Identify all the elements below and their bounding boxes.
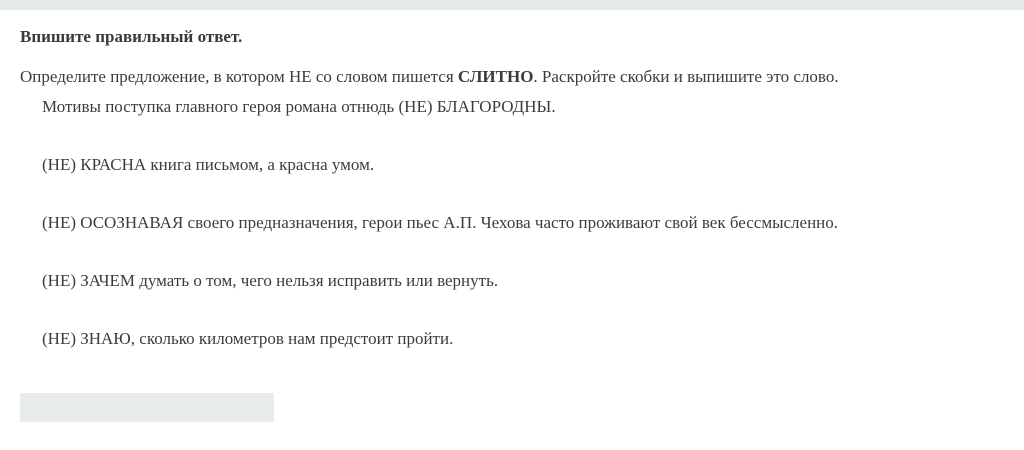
answer-input[interactable] <box>20 393 274 422</box>
top-bar <box>0 0 1024 10</box>
question-prefix: Определите предложение, в котором НЕ со словом пишется <box>20 67 458 86</box>
sentence-item: (НЕ) ОСОЗНАВАЯ своего предназначения, герои пьес А.П. Чехова часто проживают свой век бессмысленно. <box>42 213 839 232</box>
sentence-item: (НЕ) КРАСНА книга письмом, а красна умом. <box>42 155 375 174</box>
sentence-item: (НЕ) ЗНАЮ, сколько километров нам предстоит пройти. <box>42 329 454 348</box>
instruction-text: Впишите правильный ответ. <box>20 27 243 46</box>
question-container <box>20 24 1010 352</box>
question-text <box>20 64 1010 90</box>
question-suffix: . Раскройте скобки и выпишите это слово. <box>533 67 839 86</box>
sentence-item: Мотивы поступка главного героя романа отнюдь (НЕ) БЛАГОРОДНЫ. <box>42 97 556 116</box>
sentence-list <box>42 94 1010 352</box>
sentence-item: (НЕ) ЗАЧЕМ думать о том, чего нельзя исправить или вернуть. <box>42 271 499 290</box>
question-emphasis: СЛИТНО <box>457 67 534 86</box>
